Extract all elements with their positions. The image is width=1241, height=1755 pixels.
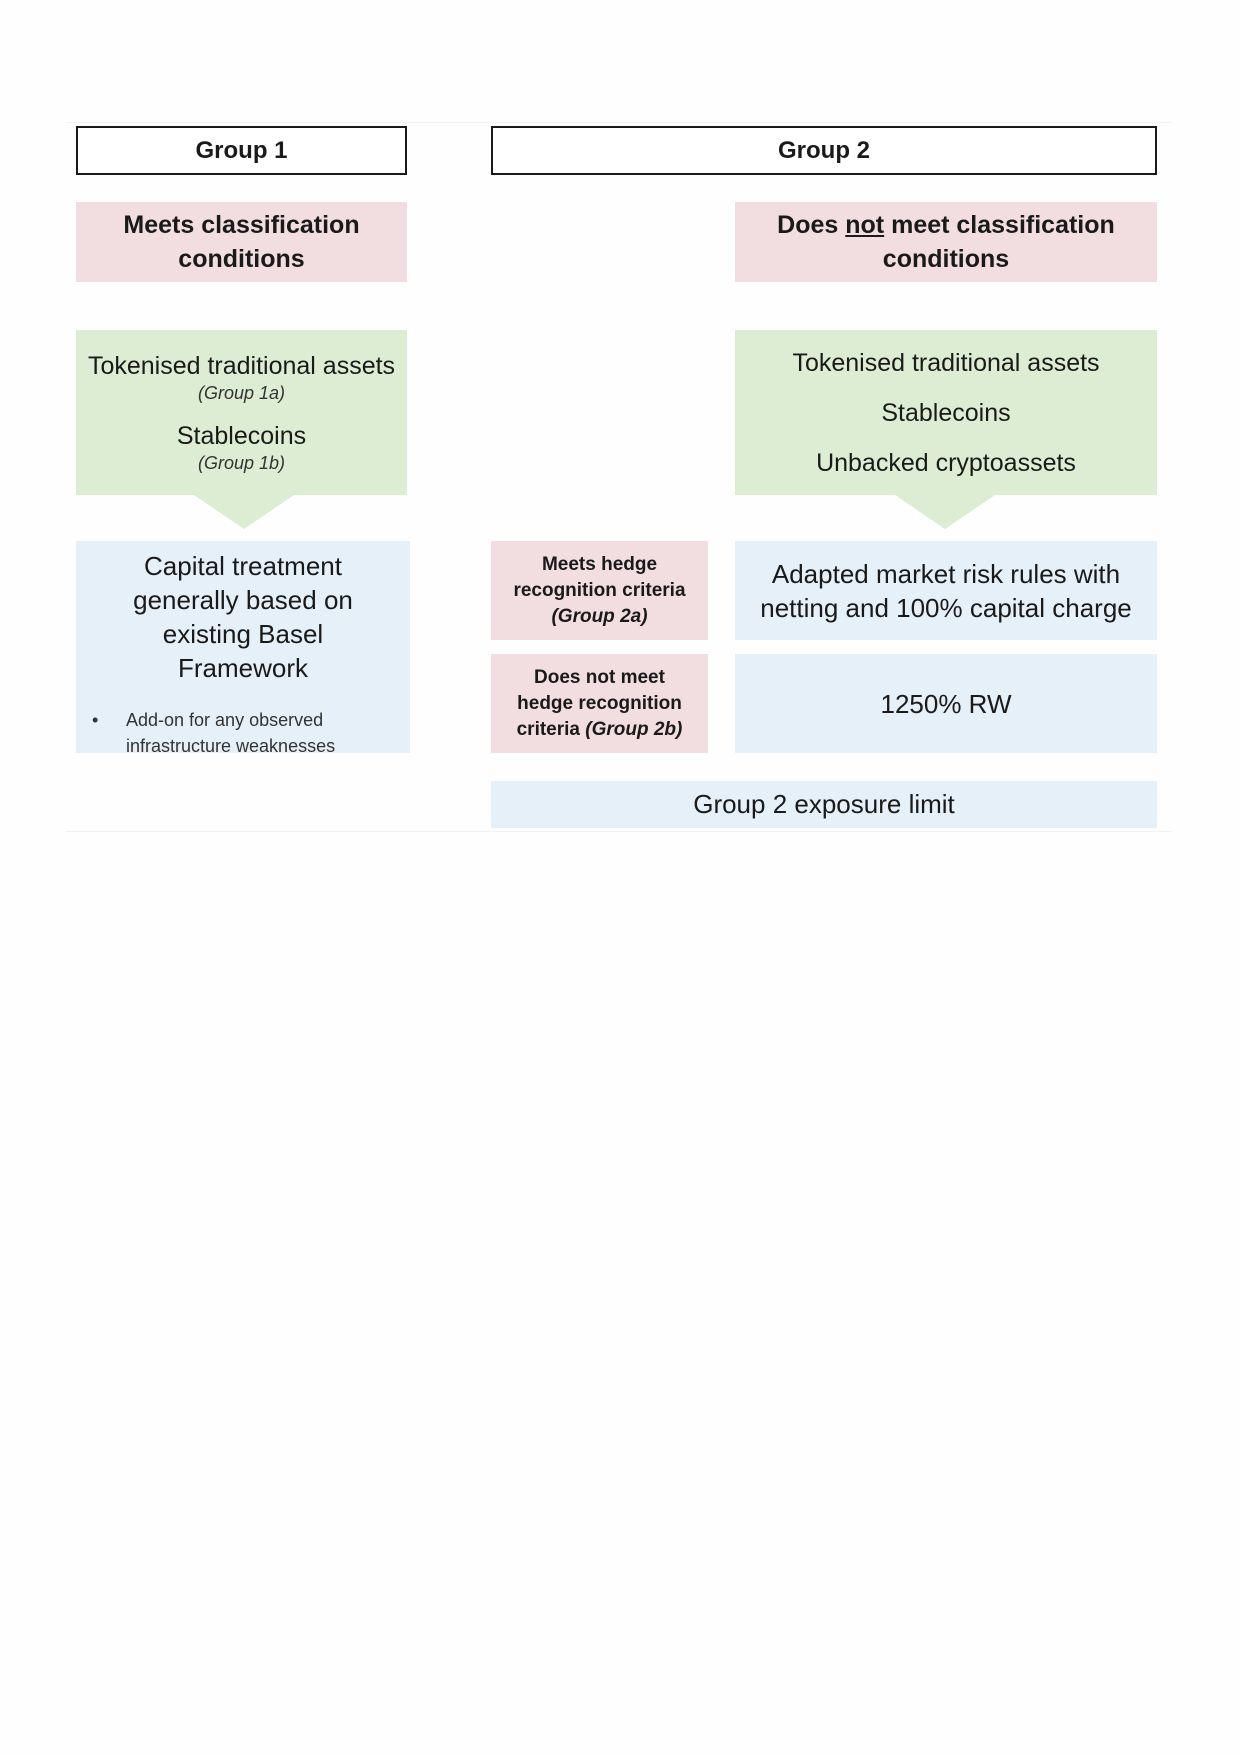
group2b-hedge-criteria: criteria — [516, 718, 580, 740]
group2b-hedge-line2: hedge recognition — [517, 692, 682, 714]
group2-condition-text — [775, 208, 1117, 276]
group2a-treatment-box — [735, 541, 1157, 640]
group2-condition-box — [735, 202, 1157, 282]
frame-top-line — [66, 122, 1172, 123]
group2-condition-negation: not — [845, 211, 885, 239]
group1-treatment-bullet — [92, 707, 394, 759]
group2b-hedge-line3 — [517, 717, 683, 743]
group2-down-arrow-shape — [895, 495, 995, 529]
group2-condition-pre: Does — [777, 211, 839, 239]
frame-bottom-line — [66, 831, 1172, 832]
group1-header: Group 1 — [76, 126, 407, 175]
group2-assets-box — [735, 330, 1157, 495]
group2b-hedge-box — [491, 654, 708, 753]
group2-header: Group 2 — [491, 126, 1157, 175]
group1-asset-tokenised-sub: (Group 1a) — [197, 382, 286, 403]
group1-condition-text: Meets classification conditions — [123, 211, 360, 273]
group2-exposure-limit-box — [491, 781, 1157, 828]
group2-down-arrow — [895, 495, 995, 530]
group1-treatment-text: Capital treatment generally based on existing Basel Framework — [133, 551, 353, 683]
group2b-hedge-line1: Does not meet — [534, 666, 665, 688]
group2a-hedge-box — [491, 541, 708, 640]
group2-asset-tokenised: Tokenised traditional assets — [792, 348, 1100, 377]
group1-down-arrow — [194, 495, 294, 530]
group1-asset-tokenised: Tokenised traditional assets — [87, 351, 396, 380]
group1-assets-box — [76, 330, 407, 495]
group2b-treatment-box — [735, 654, 1157, 753]
group2b-treatment-text: 1250% RW — [880, 688, 1012, 719]
group2b-hedge-label: (Group 2b) — [585, 718, 683, 740]
group2a-hedge-label: (Group 2a) — [551, 605, 648, 627]
group2a-hedge-line1: Meets hedge — [541, 553, 658, 575]
group2-condition-post: meet classification conditions — [882, 211, 1115, 273]
group1-bullet-text: Add-on for any observed infrastructure weaknesses — [126, 710, 336, 756]
group2-exposure-limit-text: Group 2 exposure limit — [693, 789, 955, 819]
group1-asset-stablecoins-sub: (Group 1b) — [197, 452, 286, 473]
group2a-treatment-text: Adapted market risk rules with netting and 100% capital charge — [760, 558, 1132, 623]
group1-treatment-box — [76, 541, 410, 756]
group2-asset-unbacked: Unbacked cryptoassets — [816, 448, 1076, 477]
group1-condition-box — [76, 202, 407, 282]
group2a-hedge-line2: recognition criteria — [513, 579, 686, 601]
group2-asset-stablecoins: Stablecoins — [881, 398, 1011, 427]
group1-down-arrow-shape — [194, 495, 294, 529]
bullet-dot-icon: • — [92, 710, 99, 730]
group1-asset-stablecoins: Stablecoins — [176, 421, 307, 450]
